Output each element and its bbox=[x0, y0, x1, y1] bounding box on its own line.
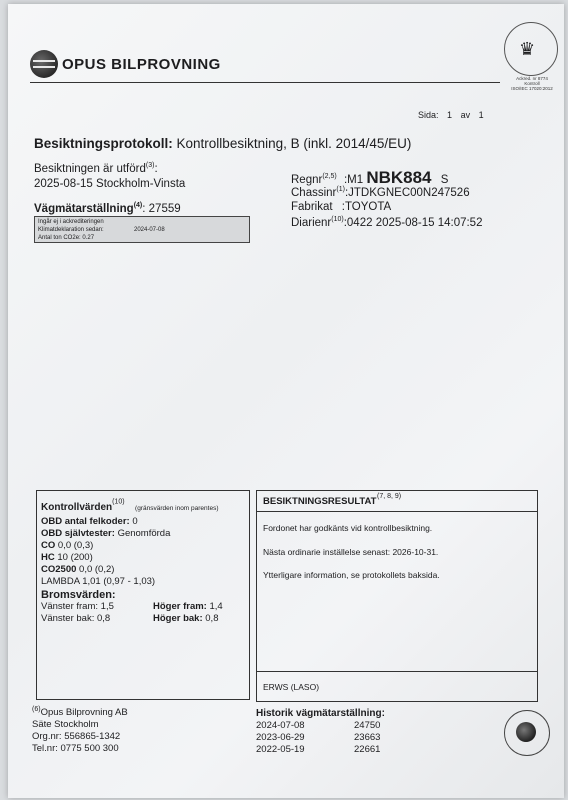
result-next-inspection: Nästa ordinarie inställelse senast: 2026-10-31. bbox=[263, 547, 439, 557]
control-row: CO 0,0 (0,3) bbox=[41, 540, 94, 551]
result-box bbox=[256, 490, 538, 702]
result-approved: Fordonet har godkänts vid kontrollbesiktning. bbox=[263, 523, 433, 533]
registration-number: NBK884 bbox=[366, 168, 432, 187]
swedac-accreditation-text: Ackred. nr 8774 Kontroll ISO/IEC 17020:2012 bbox=[511, 76, 553, 91]
control-row: CO2500 0,0 (0,2) bbox=[41, 564, 115, 575]
header-divider bbox=[30, 82, 500, 83]
control-row: OBD antal felkoder: 0 bbox=[41, 516, 138, 527]
swedac-seal-icon bbox=[504, 22, 558, 76]
brand-name: OPUS BILPROVNING bbox=[62, 56, 221, 73]
history-row: 2022-05-19 22661 bbox=[256, 744, 381, 755]
brake-values-title: Bromsvärden: bbox=[41, 589, 116, 601]
crown-icon: ♛ bbox=[519, 39, 536, 59]
protocol-title: Besiktningsprotokoll: Kontrollbesiktning, B (inkl. 2014/45/EU) bbox=[34, 136, 412, 151]
history-row: 2024-07-08 24750 bbox=[256, 720, 381, 731]
odometer: Vägmätarställning$^{(4)}$: 27559 bbox=[34, 202, 181, 215]
company-info: $^{(6)}$Opus Bilprovning AB Säte Stockholm Org.nr: 556865-1342 Tel.nr: 0775 500 300 bbox=[32, 706, 128, 755]
brake-row-front: Vänster fram: 1,5 Höger fram: 1,4 bbox=[41, 601, 223, 612]
page-indicator: Sida: 1 av 1 bbox=[418, 110, 484, 120]
chassis-row: Chassinr$^{(1)}$:JTDKGNEC00N247526 bbox=[291, 186, 470, 199]
result-footer: ERWS (LASO) bbox=[263, 682, 320, 692]
result-header: BESIKTNINGSRESULTAT (7, 8, 9) bbox=[257, 491, 537, 512]
control-values-list bbox=[41, 516, 245, 625]
accreditation-box: Ingår ej i ackrediteringen Klimatdeklaration sedan: 2024-07-08 Antal ton CO2e: 0.27 bbox=[34, 216, 250, 243]
history-row: 2023-06-29 23663 bbox=[256, 732, 381, 743]
make-row: Fabrikat :TOYOTA bbox=[291, 201, 392, 213]
protocol-page bbox=[8, 4, 564, 798]
inspection-branch-logo-icon bbox=[504, 710, 550, 756]
control-row: LAMBDA 1,01 (0,97 - 1,03) bbox=[41, 576, 156, 587]
odometer-history: Historik vägmätarställning: 2024-07-08 24750 2023-06-29 23663 2022-05-19 22661 bbox=[256, 708, 385, 755]
diary-row: Diarienr$^{(10)}$:0422 2025-08-15 14:07:52 bbox=[291, 216, 483, 229]
control-values-header: Kontrollvärden$^{(10)}$ (gränsvärden inom parentes) bbox=[41, 498, 219, 513]
result-more-info: Ytterligare information, se protokollets baksida. bbox=[263, 570, 440, 580]
control-row: HC 10 (200) bbox=[41, 552, 93, 563]
brake-row-rear: Vänster bak: 0,8 Höger bak: 0,8 bbox=[41, 613, 219, 624]
regnr-row: Regnr$^{(2,5)}$ :M1 NBK884 S bbox=[291, 168, 449, 187]
control-values-box bbox=[36, 490, 250, 700]
performed-value: 2025-08-15 Stockholm-Vinsta bbox=[34, 178, 186, 190]
result-footer-divider bbox=[257, 671, 537, 672]
performed-label: Besiktningen är utförd$^{(3)}$: bbox=[34, 162, 158, 175]
opus-logo-icon bbox=[30, 50, 58, 78]
control-row: OBD självtester: Genomförda bbox=[41, 528, 171, 539]
